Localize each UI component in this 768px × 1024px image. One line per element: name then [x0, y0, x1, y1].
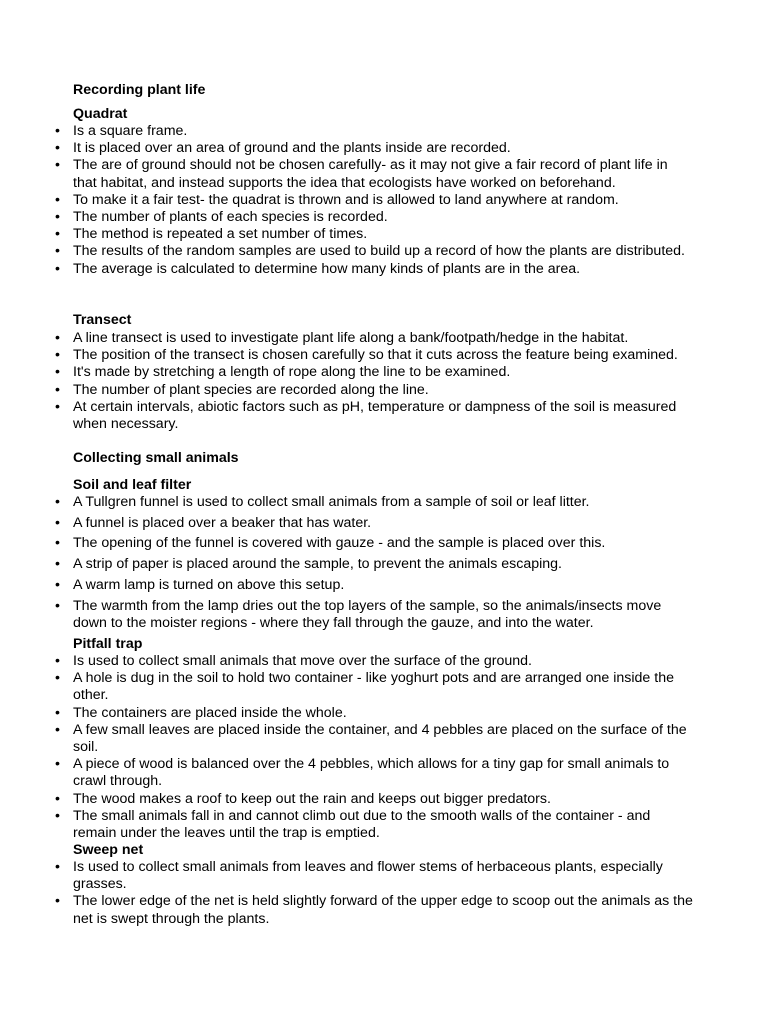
list-item: • A piece of wood is balanced over the 4 pebbles, which allows for a tiny gap for small animals to crawl through. [73, 756, 693, 790]
list-soil-leaf-filter [73, 494, 693, 635]
list-item: • The warmth from the lamp dries out the top layers of the sample, so the animals/insects move down to the moister regions - where they fall through the gauze, and into the water. [73, 598, 693, 632]
heading-transect: Transect [73, 312, 132, 328]
list-item: • A warm lamp is turned on above this setup. [73, 577, 693, 594]
list-item: • A few small leaves are placed inside the container, and 4 pebbles are placed on the surface of the soil. [73, 722, 693, 756]
list-item: • Is a square frame. [73, 123, 693, 140]
list-item: • The are of ground should not be chosen carefully- as it may not give a fair record of plant life in that habitat, and instead supports the idea that ecologists have worked on beforehand. [73, 157, 693, 191]
list-item: • The opening of the funnel is covered with gauze - and the sample is placed over this. [73, 535, 693, 552]
list-item: • The containers are placed inside the whole. [73, 705, 693, 722]
list-item: • It is placed over an area of ground and the plants inside are recorded. [73, 140, 693, 157]
list-item: • The position of the transect is chosen carefully so that it cuts across the feature being examined. [73, 347, 693, 364]
list-pitfall-trap [73, 653, 693, 842]
list-item: • A strip of paper is placed around the sample, to prevent the animals escaping. [73, 556, 693, 573]
list-item: • Is used to collect small animals that move over the surface of the ground. [73, 653, 693, 670]
list-sweep-net [73, 859, 693, 928]
heading-pitfall-trap: Pitfall trap [73, 636, 143, 652]
list-item: • A line transect is used to investigate plant life along a bank/footpath/hedge in the habitat. [73, 330, 693, 347]
heading-sweep-net: Sweep net [73, 842, 144, 858]
list-item: • The method is repeated a set number of times. [73, 226, 693, 243]
list-item: • The small animals fall in and cannot climb out due to the smooth walls of the container - and remain under the leaves until the trap is emptied. [73, 808, 693, 842]
list-item: • A hole is dug in the soil to hold two container - like yoghurt pots and are arranged one inside the other. [73, 670, 693, 704]
document-title: Recording plant life [73, 82, 206, 98]
list-item: • At certain intervals, abiotic factors such as pH, temperature or dampness of the soil is measured when necessary. [73, 399, 693, 433]
list-item: • It's made by stretching a length of rope along the line to be examined. [73, 364, 693, 381]
list-transect [73, 330, 693, 433]
list-quadrat [73, 123, 693, 278]
list-item: • The lower edge of the net is held slightly forward of the upper edge to scoop out the animals as the net is swept through the plants. [73, 893, 693, 927]
list-item: • The number of plant species are recorded along the line. [73, 382, 693, 399]
list-item: • The wood makes a roof to keep out the rain and keeps out bigger predators. [73, 791, 693, 808]
list-item: • The results of the random samples are used to build up a record of how the plants are distributed. [73, 243, 693, 260]
list-item: • To make it a fair test- the quadrat is thrown and is allowed to land anywhere at random. [73, 192, 693, 209]
list-item: • Is used to collect small animals from leaves and flower stems of herbaceous plants, especially grasses. [73, 859, 693, 893]
heading-quadrat: Quadrat [73, 106, 128, 122]
list-item: • The number of plants of each species is recorded. [73, 209, 693, 226]
heading-collecting-small-animals: Collecting small animals [73, 450, 239, 466]
list-item: • A funnel is placed over a beaker that has water. [73, 515, 693, 532]
heading-soil-leaf-filter: Soil and leaf filter [73, 477, 192, 493]
list-item: • The average is calculated to determine how many kinds of plants are in the area. [73, 261, 693, 278]
list-item: • A Tullgren funnel is used to collect small animals from a sample of soil or leaf litter. [73, 494, 693, 511]
